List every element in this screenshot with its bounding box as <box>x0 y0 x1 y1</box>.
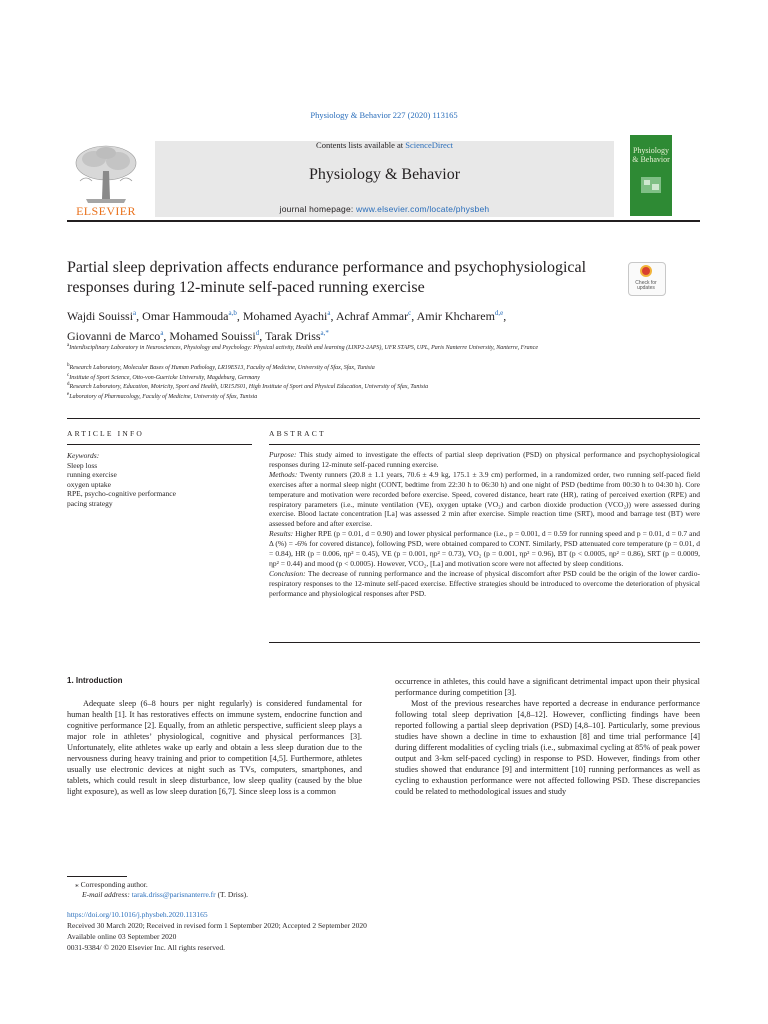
masthead-rule <box>67 220 700 222</box>
affiliation-rule <box>67 418 700 419</box>
cover-title-line2: & Behavior <box>632 155 670 164</box>
article-info-rule <box>67 444 252 445</box>
author-affiliation-mark[interactable]: a <box>327 309 331 317</box>
affiliation-text: Institute of Sport Science, Otto-von-Guericke University, Magdeburg, Germany <box>69 375 260 381</box>
keywords-label: Keywords: <box>67 451 100 460</box>
affiliation-mark: a <box>67 343 70 348</box>
purpose-text: This study aimed to investigate the effects of partial sleep deprivation (PSD) on physical performance and psychophysiological responses during 12-minute self-paced running exercise. <box>269 450 700 469</box>
methods-text: Twenty runners (20.8 ± 1.1 years, 70.6 ± 4.9 kg, 175.1 ± 3.9 cm) performed, in a randomized order, two running self-paced field exercises after a normal sleep night (CONT, bedtime from 22:30 h to 06:30 h) and one night of PSD (bedtime from 00:30 h to 04:30 h). Core temperature and motivation were recorded before exercise. Speed, covered distance, heart rate (HR), rating of perceived exertion (RPE) and respiratory parameters (i.e., minute ventilation (VE), oxygen uptake (VO₂) and carbon dioxide production (VCO₂)) were assessed during exercise. Blood lactate concentration [La] was assessed 2 min after exercise. Simple reaction time (SRT), mood and barrage test (BT) were assessed before and after exercise. <box>269 469 701 529</box>
contents-line <box>155 140 614 150</box>
homepage-link[interactable]: www.elsevier.com/locate/physbeh <box>356 204 490 214</box>
affiliation-text: Research Laboratory, Molecular Bases of Human Pathology, LR19ES13, Faculty of Medicine, University of Sfax, Sfax, Tunisia <box>69 365 375 371</box>
email-link[interactable]: tarak.driss@parisnanterre.fr <box>131 890 216 899</box>
author-name: Wajdi Souissi <box>67 309 134 323</box>
intro-right-column <box>395 676 700 797</box>
author-list <box>67 305 627 345</box>
intro-paragraph-2: Most of the previous researches have reported a decrease in endurance performance following total sleep deprivation [4,8–12]. However, conflicting findings have been reported following a partial sleep deprivation (PSD) [4,8–10]. Particularly, some previous studies have shown a decline in time to exhaustion [8] and time trial performance [4] during different modalities of cycling trials (i.e., submaximal cycling at 85% of peak power output and 3-km self-paced cycling) in response to PSD. However, findings from other studies showed that endurance [9] and intermittent [10] running performances as well as cycling to exhaustion performance were not affected following PSD. These discrepancies could be related to methodological issues and study <box>395 699 700 796</box>
crossmark-label-line2: updates <box>637 285 655 291</box>
intro-left-column <box>67 698 362 797</box>
affiliation-text: Interdisciplinary Laboratory in Neurosciences, Physiology and Psychology: Physical activity, Health and learning (LINP2-2APS), UFR STAPS, UPL, Paris Nanterre University, Nanterre, France <box>69 345 538 351</box>
affiliation-e <box>67 390 627 402</box>
cover-title-line1: Physiology <box>632 146 669 155</box>
corresponding-author-note: ⁎ Corresponding author. <box>75 880 148 889</box>
author-name: Tarak Driss <box>265 329 321 343</box>
crossmark-icon <box>640 265 652 277</box>
conclusion-label: Conclusion: <box>269 568 306 578</box>
received-dates: Received 30 March 2020; Received in revised form 1 September 2020; Accepted 2 September 2020 <box>67 921 367 930</box>
affiliation-mark: c <box>67 373 70 378</box>
author-affiliation-mark[interactable]: d,e <box>494 309 504 317</box>
journal-homepage <box>155 204 614 214</box>
keywords-block <box>67 451 252 508</box>
homepage-prefix: journal homepage: <box>279 204 357 214</box>
crossmark-label <box>628 281 664 291</box>
author-name: Amir Khcharem <box>416 309 495 323</box>
author-name: Achraf Ammar <box>335 309 409 323</box>
article-info-heading: ARTICLE INFO <box>67 429 144 438</box>
section-heading-introduction: 1. Introduction <box>67 676 123 685</box>
author-affiliation-mark[interactable]: c <box>408 309 412 317</box>
affiliation-mark: b <box>67 363 70 368</box>
copyright: 0031-9384/ © 2020 Elsevier Inc. All rights reserved. <box>67 943 225 952</box>
results-label: Results: <box>269 529 294 539</box>
keyword-item: oxygen uptake <box>67 479 111 489</box>
keyword-item: pacing strategy <box>67 498 113 508</box>
journal-title: Physiology & Behavior <box>308 166 461 183</box>
author-affiliation-mark[interactable]: a,b <box>228 309 237 317</box>
author-affiliation-mark[interactable]: d <box>255 329 260 337</box>
abstract-rule <box>269 444 700 445</box>
available-online: Available online 03 September 2020 <box>67 932 177 941</box>
journal-citation[interactable]: Physiology & Behavior 227 (2020) 113165 <box>310 110 458 120</box>
author-name: Giovanni de Marco <box>67 329 161 343</box>
affiliation-text: Research Laboratory, Education, Motricity, Sport and Health, UR15JS01, High Institute of Sport and Physical Education, University of Sfax, Tunisia <box>69 384 429 390</box>
author-name: Mohamed Ayachi <box>242 309 328 323</box>
affiliation-mark: d <box>67 382 70 387</box>
abstract-results <box>269 529 700 569</box>
author-affiliation-mark[interactable]: a <box>160 329 164 337</box>
sciencedirect-link[interactable]: ScienceDirect <box>405 140 453 150</box>
cover-title <box>630 146 672 164</box>
intro-paragraph-1: Adequate sleep (6–8 hours per night regularly) is considered fundamental for human health [1]. It has restoratives effects on immune system, endocrine function and cognitive performance [2]. Equally, from an athletic perspective, sufficient sleep plays a major role in athletes’ physiological, cognitive and physical performances [3]. Unfortunately, elite athletes wake up early and obtain a less sleep duration due to the nervousness during heavy training and prior to competition [4,5]. Furthermore, athletes usually use electronic devices at night such as TVs, computers, smartphones, and tablets, which could result in sleep disturbance, low sleep quality (caused by the blue light exposure), as well as low sleep duration [6,7]. Since sleep loss is a common <box>67 699 362 796</box>
abstract-heading: ABSTRACT <box>269 429 326 438</box>
keyword-item: running exercise <box>67 470 117 479</box>
abstract-bottom-rule <box>269 642 700 643</box>
affiliation-mark: e <box>67 392 70 397</box>
contents-prefix: Contents lists available at <box>316 140 406 150</box>
doi-link[interactable]: https://doi.org/10.1016/j.physbeh.2020.113165 <box>67 910 208 919</box>
article-title: Partial sleep deprivation affects endurance performance and psychophysiological responses during 12-minute self-paced running exercise <box>67 259 587 296</box>
crossmark-label-line1: Check for <box>635 280 657 286</box>
email-line <box>82 890 248 900</box>
cover-graphic <box>640 175 662 195</box>
author-affiliation-mark[interactable]: a <box>133 309 137 317</box>
keyword-item: Sleep loss <box>67 460 98 470</box>
intro-paragraph-1-cont: occurrence in athletes, this could have a significant detrimental impact upon their physical performance during competition [3]. <box>395 677 700 697</box>
purpose-label: Purpose: <box>269 450 297 459</box>
abstract-conclusion <box>269 569 700 599</box>
author-line-2: Giovanni de Marco$^a$, Mohamed Souissi$^d$, Tarak Driss$^{a,*}$ <box>67 329 329 343</box>
elsevier-wordmark: ELSEVIER <box>76 204 136 218</box>
abstract-methods <box>269 470 700 529</box>
author-name: Mohamed Souissi <box>169 329 256 343</box>
results-text: Higher RPE (p = 0.01, d = 0.90) and lower physical performance (i.e., p = 0.001, d = 0.59 for running speed and p = 0.01, d = 0.7 and Δ (%) = -6% for covered distance), following PSD, were obtained compared to CONT. Similarly, PSD attenuated core temperature (p = 0.01, d = 0.84), HR (p = 0.006, ηp² = 0.45), VE (p = 0.001, ηp² = 0.73), VO₂ (p = 0.001, ηp² = 0.96), BT (p < 0.0005, ηp² = 0.86), SRT (p = 0.0009, ηp² = 0.44) and mood (p < 0.0005). However, VCO₂, [La] and motivation score were not affected by sleep conditions. <box>269 529 701 568</box>
methods-label: Methods: <box>269 469 298 479</box>
author-line-1: Wajdi Souissi$^a$, Omar Hammouda$^{a,b}$, Mohamed Ayachi$^a$, Achraf Ammar$^c$, Amir Khcharem$^{d,e}$, <box>67 309 507 323</box>
abstract-body <box>269 450 700 599</box>
email-suffix: (T. Driss). <box>215 890 249 899</box>
author-name: Omar Hammouda <box>142 309 229 323</box>
affiliation-text: Laboratory of Pharmacology, Faculty of Medicine, University of Sfax, Tunisia <box>69 394 258 400</box>
affiliation-a <box>67 341 627 353</box>
keyword-item: RPE, psycho-cognitive performance <box>67 489 176 498</box>
footnote-rule <box>67 876 127 877</box>
conclusion-text: The decrease of running performance and the increase of physical discomfort after PSD could be the origin of the lower cardio-respiratory responses to the 12-minute self-paced exercise. Effective strategies should be introduced to overcome the deterioration of physical performance and physiological responses after PSD. <box>269 568 700 598</box>
email-label: E-mail address: <box>82 890 130 899</box>
abstract-purpose <box>269 450 700 470</box>
author-affiliation-mark[interactable]: a,* <box>320 329 329 337</box>
